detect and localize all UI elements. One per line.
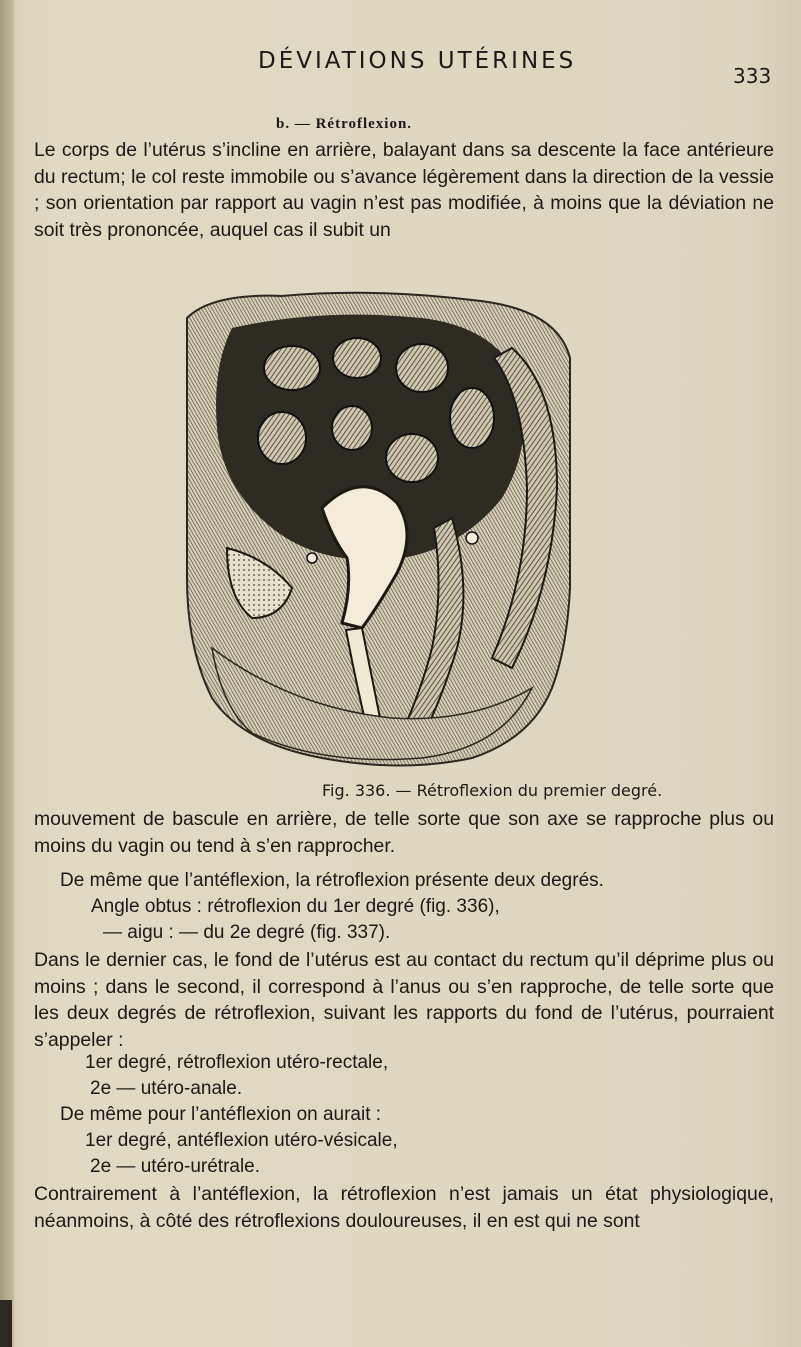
paragraph-contrary: Contrairement à l’antéflexion, la rétroflexion n’est jamais un état physiologique, néanmoins, à côté des rétroflexions douloureuses, il en est qui ne sont (34, 1183, 774, 1232)
second-degree-ante-line: 2e — utéro-urétrale. (90, 1156, 261, 1177)
paragraph-last-case: Dans le dernier cas, le fond de l’utérus est au contact du rectum qu’il déprime plus ou moins ; dans le second, il correspond à l’anus ou s’en rapproche, de telle sorte que les deux degrés de rétroflexion, suivant les rapports du fond de l’utérus, pourraient s’appeler : (34, 949, 774, 1051)
first-degree-ante-line: 1er degré, antéflexion utéro-vésicale, (85, 1130, 398, 1151)
running-title: DÉVIATIONS UTÉRINES (258, 48, 577, 74)
obtuse-angle-line: Angle obtus : rétroflexion du 1er degré (fig. 336), (91, 896, 500, 917)
binding-edge-mark (0, 1300, 12, 1347)
paragraph-intro: Le corps de l’utérus s’incline en arrière, balayant dans sa descente la face antérieure du rectum; le col reste immobile ou s’avance légèrement dans la direction de la vessie ; son orientation par rapport au vagin n’est pas modifiée, à moins que la déviation ne soit très prononcée, auquel cas il subit un (34, 139, 774, 241)
acute-angle-line: — aigu : — du 2e degré (fig. 337). (103, 922, 391, 943)
sagittal-section-illustration (172, 288, 584, 773)
page-spine (0, 0, 14, 1347)
degrees-intro-line: De même que l’antéflexion, la rétroflexion présente deux degrés. (60, 870, 604, 891)
second-degree-retro-line: 2e — utéro-anale. (90, 1078, 243, 1099)
anatomical-figure (172, 288, 584, 773)
figure-caption: Fig. 336. — Rétroflexion du premier degré. (322, 781, 663, 800)
first-degree-retro-line: 1er degré, rétroflexion utéro-rectale, (85, 1052, 389, 1073)
anteflexion-intro-line: De même pour l’antéflexion on aurait : (60, 1104, 382, 1125)
paragraph-continuation: mouvement de bascule en arrière, de telle sorte que son axe se rapproche plus ou moins du vagin ou tend à s’en rapprocher. (34, 808, 774, 857)
page-header (0, 48, 801, 88)
section-heading: b. — Rétroflexion. (276, 116, 413, 132)
page-number: 333 (733, 64, 772, 88)
